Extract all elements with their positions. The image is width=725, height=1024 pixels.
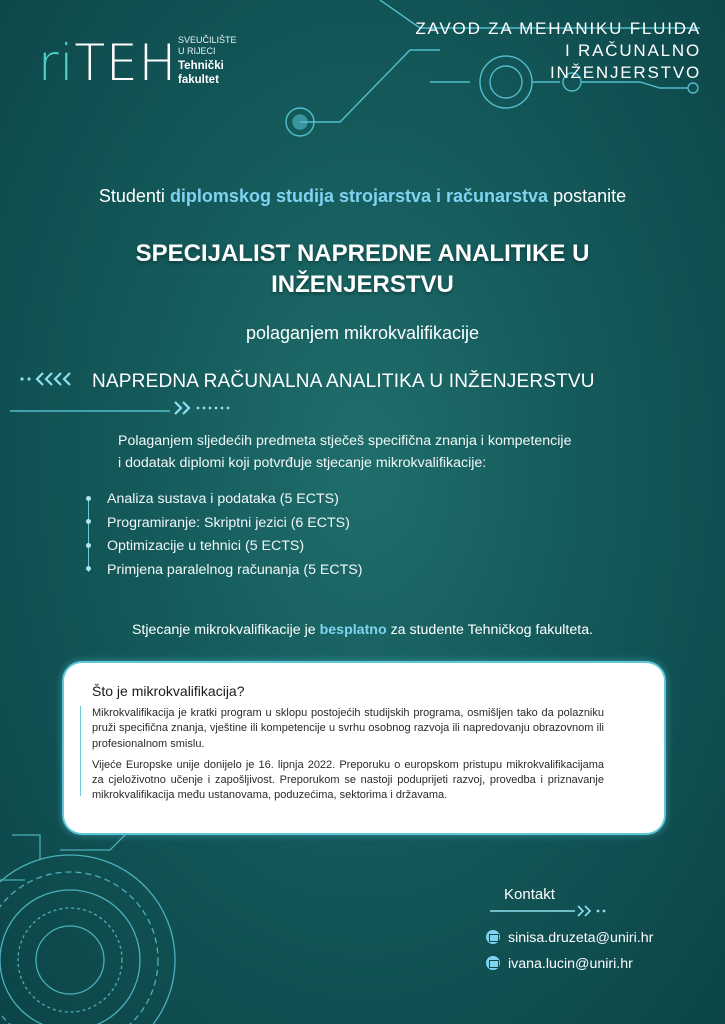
contact-email[interactable]: sinisa.druzeta@uniri.hr — [486, 929, 653, 947]
contact-heading: Kontakt — [504, 886, 555, 903]
description: Polaganjem sljedećih predmeta stječeš specifična znanja i kompetencije i dodatak diplomi koji potvrđuje stjecanje mikrokvalifikacije: — [118, 433, 572, 471]
faculty-logo: riTEH — [38, 34, 178, 92]
university-name: SVEUČILIŠTE U RIJECI — [178, 35, 237, 56]
intro-text: Studenti diplomskog studija strojarstva i računarstva postanite — [98, 186, 627, 206]
contact-email[interactable]: ivana.lucin@uniri.hr — [486, 955, 633, 973]
mail-icon — [486, 956, 500, 970]
info-card-body — [92, 706, 604, 810]
free-note: Stjecanje mikrokvalifikacije je besplatno za studente Tehničkog fakulteta. — [131, 622, 594, 638]
free-highlight: besplatno — [319, 622, 387, 638]
list-item: Optimizacije u tehnici (5 ECTS) — [107, 538, 305, 554]
mail-icon — [486, 930, 500, 944]
bullet-dot-icon — [86, 543, 91, 548]
list-item: Analiza sustava i podataka (5 ECTS) — [107, 491, 339, 507]
list-item: Primjena paralelnog računanja (5 ECTS) — [107, 561, 363, 578]
bullet-dot-icon — [86, 566, 91, 571]
section-title: NAPREDNA RAČUNALNA ANALITIKA U INŽENJERSTVU — [92, 371, 595, 392]
course-list — [107, 489, 363, 583]
bullet-dot-icon — [86, 496, 91, 501]
department-name: ZAVOD ZA MEHANIKU FLUIDA I RAČUNALNO INŽENJERSTVO — [415, 19, 701, 82]
info-paragraph: Mikrokvalifikacija je kratki program u sklopu postojećih studijskih programa, osmišljen tako da polazniku pruži specifična znanja, vještine ili kompetencije u svrhu osobnog razvoja ili napredovanju obrazovnom ili profesionalnom smislu. — [92, 707, 604, 750]
page-title: SPECIJALIST NAPREDNE ANALITIKE U INŽENJERSTVU — [135, 240, 590, 298]
info-card-title: Što je mikrokvalifikacija? — [92, 683, 245, 699]
faculty-name: Tehnički fakultet — [178, 60, 224, 86]
subtitle: polaganjem mikrokvalifikacije — [245, 323, 480, 343]
info-paragraph: Vijeće Europske unije donijelo je 16. lipnja 2022. Preporuku o europskom pristupu mikrokvalifikacijama za cjeloživotno učenje i zapošljivost. Preporukom se nastoji poduprijeti razvoj, provedba i priznavanje mikrokvalifikacija među ustanovama, poduzećima, sektorima i državama. — [92, 758, 604, 802]
list-item: Programiranje: Skriptni jezici (6 ECTS) — [107, 514, 350, 531]
bullet-connector-line — [88, 498, 89, 572]
card-accent-line — [80, 706, 81, 796]
bullet-dot-icon — [86, 519, 91, 524]
intro-highlight: diplomskog studija strojarstva i računarstva — [169, 186, 549, 206]
